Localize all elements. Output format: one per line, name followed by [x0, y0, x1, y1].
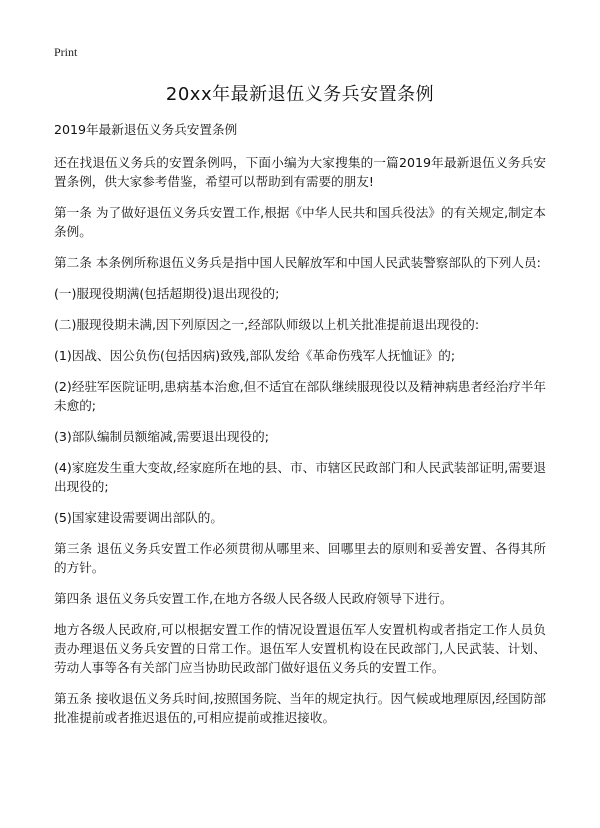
paragraph-subitem-2: (2)经驻军医院证明,患病基本治愈,但不适宜在部队继续服现役以及精神病患者经治疗半年未愈的;	[54, 379, 546, 413]
paragraph-item-1: (一)服现役期满(包括超期役)退出现役的;	[54, 286, 280, 301]
paragraph-article-4: 第四条 退伍义务兵安置工作,在地方各级人民各级人民政府领导下进行。	[54, 591, 453, 606]
print-label: Print	[54, 45, 78, 59]
paragraph-article-2: 第二条 本条例所称退伍义务兵是指中国人民解放军和中国人民武装警察部队的下列人员:	[54, 255, 541, 270]
paragraph-subitem-1: (1)因战、因公负伤(包括因病)致残,部队发给《革命伤残军人抚恤证》的;	[54, 348, 456, 363]
paragraph-article-3: 第三条 退伍义务兵安置工作必须贯彻从哪里来、回哪里去的原则和妥善安置、各得其所的方针。	[54, 541, 546, 575]
paragraph-article-4-detail: 地方各级人民政府,可以根据安置工作的情况设置退伍军人安置机构或者指定工作人员负责办理退伍义务兵安置的日常工作。退伍军人安置机构设在民政部门,人民武装、计划、劳动人事等各有关部门应当协助民政部门做好退伍义务兵的安置工作。	[54, 622, 546, 675]
paragraph-subitem-4: (4)家庭发生重大变故,经家庭所在地的县、市、市辖区民政部门和人民武装部证明,需要退出现役的;	[54, 460, 546, 494]
paragraph-intro: 还在找退伍义务兵的安置条例吗，下面小编为大家搜集的一篇2019年最新退伍义务兵安置条例，供大家参考借鉴，希望可以帮助到有需要的朋友!	[54, 155, 546, 189]
paragraph-item-2: (二)服现役期未满,因下列原因之一,经部队师级以上机关批准提前退出现役的:	[54, 317, 480, 332]
document-title: 20xx年最新退伍义务兵安置条例	[165, 84, 435, 105]
paragraph-article-1: 第一条 为了做好退伍义务兵安置工作,根据《中华人民共和国兵役法》的有关规定,制定本条例。	[54, 205, 546, 239]
paragraph-subitem-5: (5)国家建设需要调出部队的。	[54, 510, 223, 525]
paragraph-subitem-3: (3)部队编制员额缩减,需要退出现役的;	[54, 429, 269, 444]
document-subtitle: 2019年最新退伍义务兵安置条例	[54, 122, 238, 137]
paragraph-article-5: 第五条 接收退伍义务兵时间,按照国务院、当年的规定执行。因气候或地理原因,经国防部批准提前或者推迟退伍的,可相应提前或推迟接收。	[54, 691, 546, 725]
